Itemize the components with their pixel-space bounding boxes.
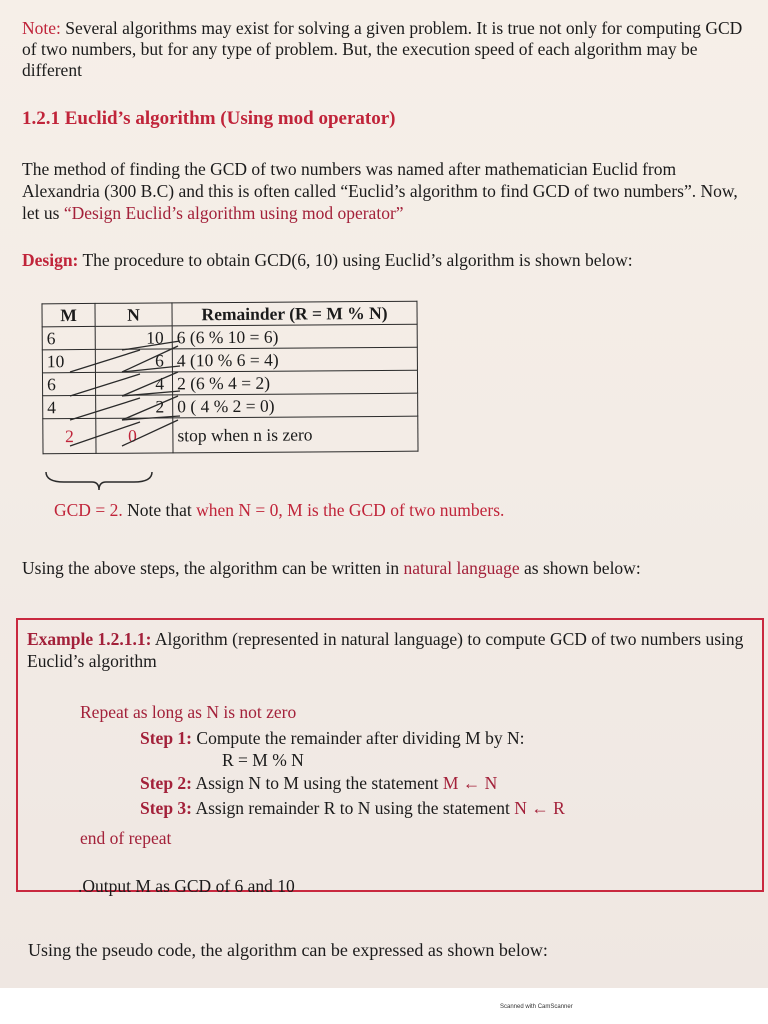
using-before: Using the above steps, the algorithm can be written in bbox=[22, 558, 400, 578]
cell-m-final: 2 bbox=[43, 418, 96, 453]
intro-highlight: “Design Euclid’s algorithm using mod operator” bbox=[63, 203, 404, 223]
scanner-watermark: Scanned with CamScanner bbox=[500, 1004, 573, 1010]
step-3-statement: N ← R bbox=[514, 798, 565, 818]
example-title-text: Algorithm (represented in natural language) to compute GCD of two numbers using Euclid’s algorithm bbox=[27, 629, 744, 671]
design-line bbox=[22, 250, 633, 270]
step-2-label: Step 2: bbox=[140, 773, 193, 793]
end-repeat-line: end of repeat bbox=[80, 828, 172, 848]
repeat-line: Repeat as long as N is not zero bbox=[80, 702, 297, 722]
table-row bbox=[43, 393, 418, 419]
using-highlight: natural language bbox=[403, 558, 520, 578]
cell-remainder: 0 ( 4 % 2 = 0) bbox=[173, 393, 418, 418]
gcd-trace-table bbox=[41, 301, 418, 455]
gcd-value: GCD = 2. bbox=[54, 500, 123, 520]
gcd-note-red: when N = 0, M is the GCD of two numbers. bbox=[196, 500, 505, 520]
cell-n: 2 bbox=[96, 395, 173, 419]
step-1 bbox=[140, 728, 524, 748]
cell-n: 10 bbox=[95, 326, 172, 350]
natural-language-intro bbox=[22, 558, 641, 578]
step-3-label: Step 3: bbox=[140, 798, 193, 818]
note-paragraph bbox=[22, 18, 752, 81]
cell-m: 10 bbox=[42, 349, 95, 372]
underbrace-icon bbox=[44, 470, 154, 492]
table-row bbox=[42, 370, 417, 396]
table-stop-row bbox=[43, 416, 418, 454]
output-line: .Output M as GCD of 6 and 10 bbox=[78, 876, 295, 896]
section-heading: 1.2.1 Euclid’s algorithm (Using mod operator) bbox=[22, 108, 396, 129]
cell-remainder: 6 (6 % 10 = 6) bbox=[172, 324, 417, 349]
table-row bbox=[42, 324, 417, 350]
example-title bbox=[27, 628, 762, 672]
gcd-note-plain: Note that bbox=[127, 500, 192, 520]
step-1-text: Compute the remainder after dividing M by N: bbox=[196, 728, 525, 748]
step-3-text: Assign remainder R to N using the statement bbox=[195, 798, 510, 818]
step-2-statement: M ← N bbox=[442, 773, 498, 793]
step-3 bbox=[140, 798, 565, 818]
step-2-text: Assign N to M using the statement bbox=[195, 773, 439, 793]
formula-line: R = M % N bbox=[222, 750, 304, 770]
cell-remainder: 4 (10 % 6 = 4) bbox=[172, 347, 417, 372]
using-after: as shown below: bbox=[524, 558, 641, 578]
design-label: Design: bbox=[22, 250, 79, 270]
cell-n: 6 bbox=[95, 349, 172, 373]
table-header-n: N bbox=[95, 303, 172, 327]
cell-m: 4 bbox=[43, 395, 96, 418]
table-header-row bbox=[42, 301, 417, 327]
intro-paragraph bbox=[22, 158, 757, 224]
note-label: Note: bbox=[22, 18, 61, 38]
design-text: The procedure to obtain GCD(6, 10) using Euclid’s algorithm is shown below: bbox=[82, 250, 633, 270]
table-header-remainder: Remainder (R = M % N) bbox=[172, 301, 417, 326]
cell-n-final: 0 bbox=[96, 418, 173, 454]
cell-stop-note: stop when n is zero bbox=[173, 416, 418, 453]
table-header-m: M bbox=[42, 303, 95, 326]
cell-m: 6 bbox=[42, 326, 95, 349]
step-1-label: Step 1: bbox=[140, 728, 193, 748]
cell-n: 4 bbox=[95, 372, 172, 396]
pseudo-code-intro: Using the pseudo code, the algorithm can be expressed as shown below: bbox=[28, 940, 548, 960]
intro-text: The method of finding the GCD of two numbers was named after mathematician Euclid from Alexandria (300 B.C) and this is often called “Euclid’s algorithm to find GCD of two numbers”. Now, let us bbox=[22, 159, 738, 223]
step-2 bbox=[140, 773, 497, 793]
note-text: Several algorithms may exist for solving a given problem. It is true not only for computing GCD of two numbers, but for any type of problem. But, the execution speed of each algorithm may be different bbox=[22, 18, 743, 80]
cell-remainder: 2 (6 % 4 = 2) bbox=[172, 370, 417, 395]
table-row bbox=[42, 347, 417, 373]
example-label: Example 1.2.1.1: bbox=[27, 629, 152, 649]
cell-m: 6 bbox=[42, 372, 95, 395]
gcd-result-line bbox=[54, 500, 504, 520]
